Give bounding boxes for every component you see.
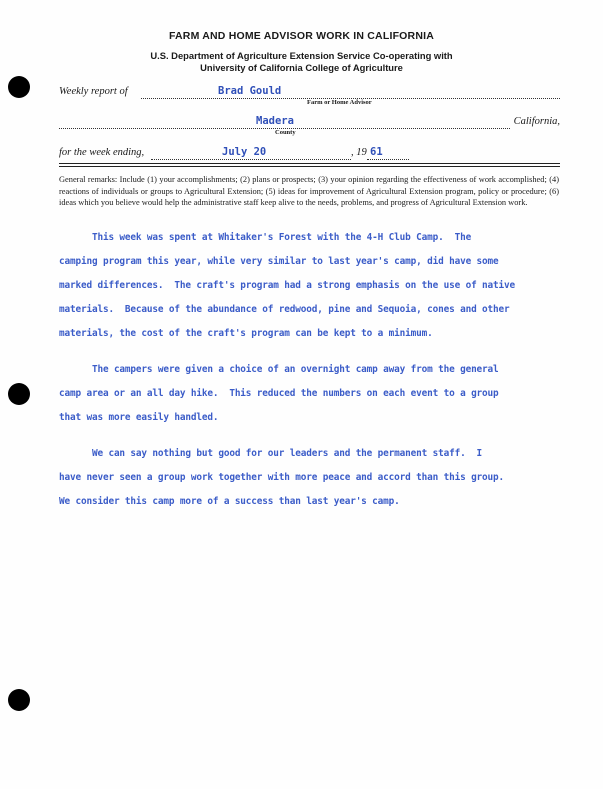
general-remarks-instructions: General remarks: Include (1) your accomplishments; (2) plans or prospects; (3) your opinion regarding the effectiveness of work accomplished; (4) reactions of individuals or groups to Agricultural Extension; (5) ideas for improvement of Agricultural Extension program, policy or procedure; (6) ideas which you believe would help the administrative staff keep alive to the needs, problems, and progress of Agricultural Extension work.	[59, 175, 559, 208]
form-subtitle-line2: University of California College of Agriculture	[200, 62, 403, 73]
county-row	[59, 115, 560, 136]
year-prefix-label: , 19	[351, 147, 367, 158]
report-line: camp area or an all day hike. This reduced the numbers on each event to a group	[59, 388, 499, 399]
advisor-row	[59, 85, 560, 106]
week-ending-row	[59, 147, 560, 163]
header-rule-top	[59, 163, 560, 164]
report-line: have never seen a group work together with more peace and accord than this group.	[59, 472, 505, 483]
report-line: The campers were given a choice of an overnight camp away from the general	[59, 364, 499, 375]
year-dotted-line	[367, 159, 409, 160]
report-paragraph	[59, 358, 569, 430]
binder-hole-bottom	[8, 689, 30, 711]
report-paragraph	[59, 226, 569, 346]
report-paragraph	[59, 442, 569, 514]
form-title: FARM AND HOME ADVISOR WORK IN CALIFORNIA	[168, 30, 435, 42]
report-line: materials, the cost of the craft's program can be kept to a minimum.	[59, 328, 433, 339]
binder-hole-middle	[8, 383, 30, 405]
report-body	[59, 226, 569, 526]
report-line: We can say nothing but good for our leaders and the permanent staff. I	[59, 448, 483, 459]
report-line: We consider this camp more of a success than last year's camp.	[59, 496, 400, 507]
weekly-report-label: Weekly report of	[59, 86, 128, 97]
state-label: California,	[513, 116, 560, 127]
report-line: marked differences. The craft's program had a strong emphasis on the use of native	[59, 280, 516, 291]
report-line: materials. Because of the abundance of redwood, pine and Sequoia, cones and other	[59, 304, 510, 315]
county-caption: County	[275, 129, 296, 136]
week-ending-field[interactable]: July 20	[222, 146, 267, 158]
county-field[interactable]: Madera	[256, 115, 294, 127]
report-line: This week was spent at Whitaker's Forest with the 4-H Club Camp. The	[59, 232, 472, 243]
year-field[interactable]: 61	[370, 146, 383, 158]
report-line: that was more easily handled.	[59, 412, 219, 423]
week-ending-dotted-line	[151, 159, 351, 160]
week-ending-label: for the week ending,	[59, 147, 145, 158]
form-subtitle-line1: U.S. Department of Agriculture Extension Service Co-operating with	[150, 50, 453, 61]
binder-hole-top	[8, 76, 30, 98]
report-line: camping program this year, while very similar to last year's camp, did have some	[59, 256, 499, 267]
advisor-name-field[interactable]: Brad Gould	[218, 85, 282, 97]
advisor-caption: Farm or Home Advisor	[307, 99, 372, 106]
header-rule-bottom	[59, 166, 560, 167]
